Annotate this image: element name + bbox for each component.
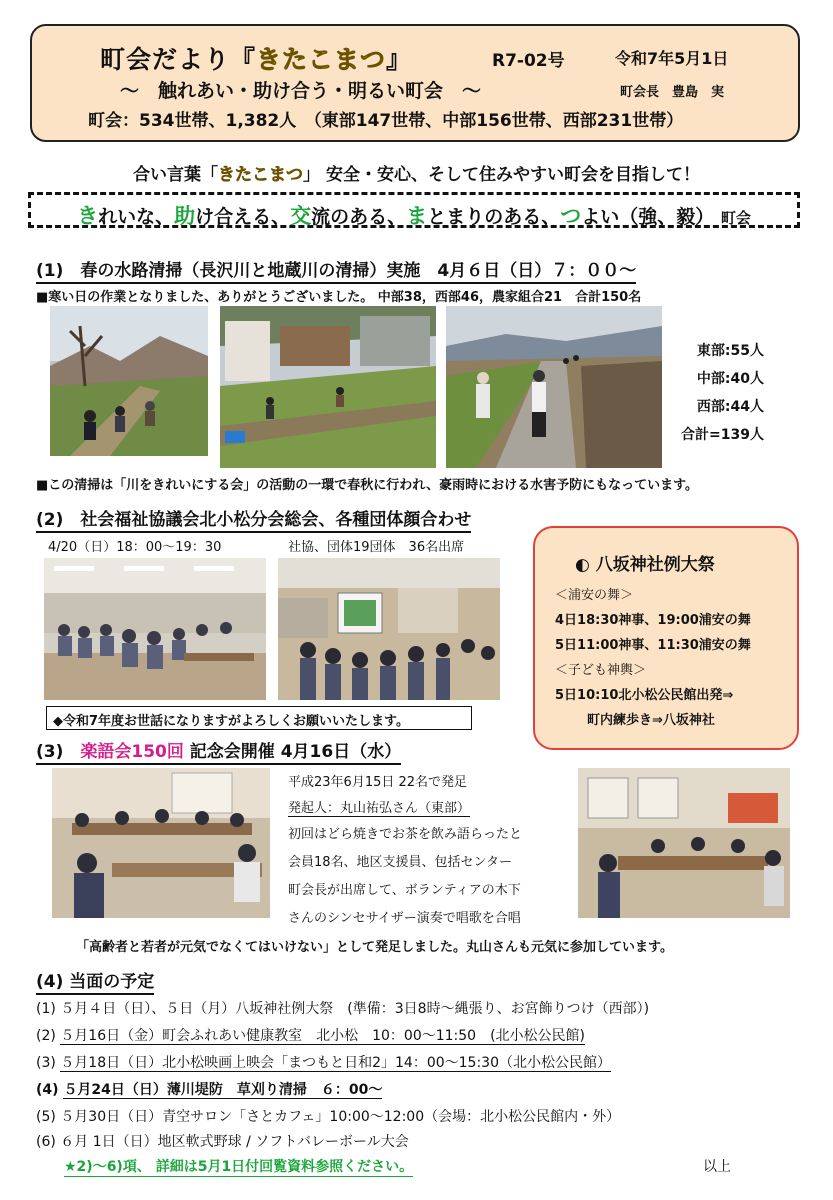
- slogan-tail: 町会: [720, 209, 751, 227]
- festival-box: [533, 526, 799, 750]
- photo-riverside-cleanup-3: [446, 306, 662, 468]
- section3-title-highlight: 楽語会150回: [80, 742, 184, 762]
- section3-line: 発起人：丸山祐弘さん（東部）: [288, 797, 470, 817]
- section2-notice: ◆令和7年度お世話になりますがよろしくお願いいたします。: [46, 706, 472, 730]
- slogan-text: とまりのある、: [427, 206, 561, 228]
- schedule-num: (1): [36, 1001, 56, 1017]
- chief-name: 町会長 豊島 実: [620, 85, 725, 100]
- slogan-text: れいな、: [98, 206, 175, 228]
- motto-suffix: 」 安全・安心、そして住みやすい町会を目指して！: [303, 165, 700, 185]
- schedule-text: ５月16日（金）町会ふれあい健康教室 北小松 10：00～11:50 (北小松公民館): [60, 1028, 586, 1044]
- photo-riverside-cleanup-2: [220, 306, 436, 468]
- stat-central: 中部:40人: [696, 371, 764, 387]
- title-open-bracket: 『: [230, 45, 257, 74]
- festival-line: 4日18:30神事、19:00浦安の舞: [555, 613, 751, 628]
- slogan-hl: ま: [406, 204, 428, 228]
- festival-line: ＜浦安の舞＞: [555, 588, 634, 603]
- cleanup-stats: [664, 337, 764, 449]
- motto-prefix: 合い言葉「: [133, 165, 219, 185]
- photo-rakugo-1: [52, 768, 270, 918]
- reference-note: ★2)～6)項、 詳細は5月1日付回覧資料参照ください。: [64, 1156, 413, 1177]
- schedule-item: [36, 1131, 409, 1151]
- photo-meeting-1: [44, 558, 266, 700]
- slogan-hl: つ: [560, 204, 582, 228]
- title-name: きたこまつ: [256, 45, 387, 74]
- newsletter-title: [100, 40, 412, 76]
- stat-east: 東部:55人: [696, 343, 764, 359]
- schedule-text: ６月 1日（日）地区軟式野球 / ソフトバレーボール大会: [60, 1134, 409, 1150]
- section3-title: [36, 737, 401, 765]
- schedule-item: [36, 1106, 620, 1126]
- schedule-num: (3): [36, 1055, 56, 1071]
- issue-number: R7-02号: [492, 51, 565, 71]
- section1-note: ■寒い日の作業となりました、ありがとうございました。 中部38，西部46，農家組合21 合計150名: [36, 290, 642, 305]
- schedule-num: (5): [36, 1109, 56, 1125]
- section3-line: 会員18名、地区支援員、包括センター: [288, 855, 513, 870]
- end-mark: 以上: [703, 1159, 731, 1175]
- schedule-num: (6): [36, 1134, 56, 1150]
- schedule-item: [36, 1079, 382, 1099]
- festival-line: 5日11:00神事、11:30浦安の舞: [555, 638, 751, 653]
- section3-line: 町会長が出席して、ボランティアの木下: [288, 883, 521, 898]
- section2-time: 4/20（日）18：00～19：30: [48, 540, 222, 555]
- schedule-num: (2): [36, 1028, 56, 1044]
- population-summary: 町会：534世帯、1,382人 （東部147世帯、中部156世帯、西部231世帯）: [88, 111, 684, 131]
- schedule-item: [36, 998, 649, 1018]
- slogan-hl: 交: [290, 204, 312, 228]
- slogan-box: [28, 192, 800, 228]
- photo-riverside-cleanup-1: [50, 306, 208, 456]
- photo-rakugo-2: [578, 768, 790, 918]
- newsletter-header: [30, 24, 800, 142]
- schedule-text: ５月４日（日）、５日（月）八坂神社例大祭 (準備：3日8時～縄張り、お宮飾りつけ（西部）): [60, 1001, 650, 1017]
- schedule-item: [36, 1025, 585, 1045]
- section1-footer: ■この清掃は「川をきれいにする会」の活動の一環で春秋に行われ、豪雨時における水害予防にもなっています。: [36, 478, 699, 493]
- section3-title-suffix: 記念会開催 4月16日（水）: [183, 742, 402, 762]
- slogan-text: け合える、: [195, 206, 291, 228]
- title-prefix: 町会だより: [100, 45, 231, 74]
- schedule-item: [36, 1052, 611, 1072]
- section2-title: (2) 社会福祉協議会北小松分会総会、各種団体顔合わせ: [36, 505, 471, 533]
- newsletter-subtitle: ～ 触れあい・助け合う・明るい町会 ～: [120, 80, 482, 102]
- slogan-text: よい（強、毅）: [581, 206, 715, 228]
- slogan-hl: 助: [174, 204, 196, 228]
- issue-date: 令和7年5月1日: [615, 49, 729, 68]
- section3-line: さんのシンセサイザー演奏で唱歌を合唱: [288, 911, 521, 926]
- schedule-text: ５月30日（日）青空サロン「さとカフェ」10:00～12:00（会場：北小松公民館内・外）: [60, 1109, 621, 1125]
- festival-title: ◐ 八坂神社例大祭: [575, 555, 715, 575]
- section4-title: (4) 当面の予定: [36, 967, 154, 995]
- section3-title-prefix: (3): [36, 742, 81, 762]
- stat-west: 西部:44人: [696, 399, 764, 415]
- title-close-bracket: 』: [386, 45, 413, 74]
- slogan-text: 流のある、: [311, 206, 407, 228]
- schedule-num: (4): [36, 1082, 59, 1098]
- motto-name: きたこまつ: [218, 165, 304, 185]
- slogan-hl: き: [77, 204, 99, 228]
- festival-line: 5日10:10北小松公民館出発⇒: [555, 688, 734, 703]
- section2-attendees: 社協、団体19団体 36名出席: [288, 540, 465, 555]
- festival-line: ＜子ども神輿＞: [555, 663, 647, 678]
- photo-meeting-2: [278, 558, 500, 700]
- stat-total: 合計=139人: [681, 427, 764, 443]
- section3-line: 平成23年6月15日 22名で発足: [288, 775, 468, 790]
- section3-line: 初回はどら焼きでお茶を飲み語らったと: [288, 827, 523, 842]
- section1-title: (1) 春の水路清掃（長沢川と地蔵川の清掃）実施 4月６日（日）７：００～: [36, 256, 636, 284]
- motto: [0, 160, 833, 185]
- schedule-text: ５月18日（日）北小松映画上映会「まつもと日和2」14：00～15:30（北小松公民館）: [60, 1055, 611, 1071]
- section3-footer: 「高齢者と若者が元気でなくてはいけない」として発足しました。丸山さんも元気に参加しています。: [76, 940, 673, 955]
- schedule-text: ５月24日（日）薄川堤防 草刈り清掃 ６：00～: [63, 1082, 383, 1098]
- festival-line: 町内練歩き⇒八坂神社: [587, 713, 715, 728]
